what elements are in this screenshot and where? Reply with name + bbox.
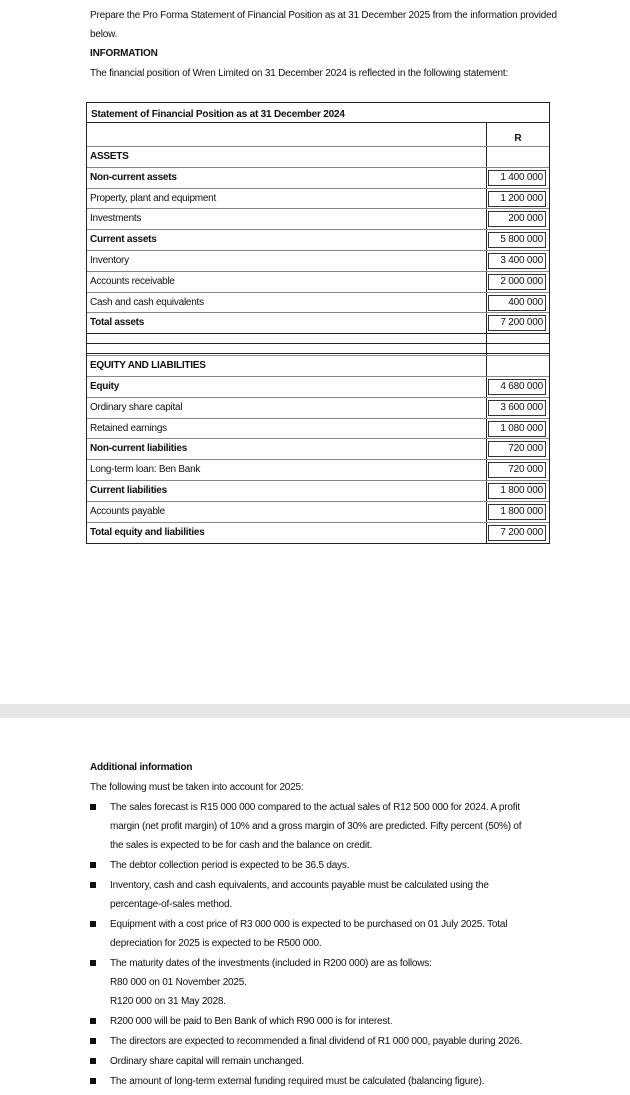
bullet-text: The maturity dates of the investments (included in R200 000) are as follows: — [110, 958, 432, 969]
bullet-text: The debtor collection period is expected to be 36.5 days. — [110, 860, 350, 871]
bullet-text: Equipment with a cost price of R3 000 000 is expected to be purchased on 01 July 2025. Total — [110, 919, 508, 930]
bullet-text: The directors are expected to recommended a final dividend of R1 000 000, payable during 2026. — [110, 1036, 523, 1047]
bullet-text: the sales is expected to be for cash and the balance on credit. — [110, 840, 373, 851]
bullet-text: The sales forecast is R15 000 000 compared to the actual sales of R12 500 000 for 2024. A profit — [110, 802, 520, 813]
row-amount: 1 400 000 — [488, 170, 546, 186]
table-row — [87, 480, 549, 501]
bullet-text: Inventory, cash and cash equivalents, and accounts payable must be calculated using the — [110, 880, 489, 891]
row-label: Long-term loan: Ben Bank — [90, 464, 201, 475]
currency-header: R — [514, 133, 522, 144]
table-row — [87, 397, 549, 418]
page-2 — [0, 718, 630, 1095]
row-label: Total assets — [90, 317, 145, 328]
table-row — [87, 250, 549, 271]
bullet-marker — [90, 960, 96, 966]
additional-intro: The following must be taken into account for 2025: — [90, 782, 304, 793]
row-label: Ordinary share capital — [90, 402, 183, 413]
row-amount: 4 680 000 — [488, 379, 546, 395]
row-label: Cash and cash equivalents — [90, 297, 204, 308]
row-label: Equity — [90, 381, 120, 392]
bullet-text: R80 000 on 01 November 2025. — [110, 977, 247, 988]
row-label: Current assets — [90, 234, 157, 245]
bullet-marker — [90, 862, 96, 868]
row-label: Accounts receivable — [90, 276, 175, 287]
table-row — [87, 459, 549, 480]
row-amount: 1 200 000 — [488, 191, 546, 207]
statement-table — [86, 102, 550, 544]
table-row — [87, 167, 549, 188]
information-heading: INFORMATION — [90, 48, 158, 59]
table-row — [87, 271, 549, 292]
intro-line-3: The financial position of Wren Limited on 31 December 2024 is reflected in the following statement: — [90, 68, 509, 79]
bullet-text: margin (net profit margin) of 10% and a gross margin of 30% are predicted. Fifty percent (50%) of — [110, 821, 522, 832]
bullet-marker — [90, 804, 96, 810]
row-amount: 7 200 000 — [488, 315, 546, 331]
row-amount: 3 400 000 — [488, 253, 546, 269]
row-amount: 2 000 000 — [488, 274, 546, 290]
table-row — [87, 208, 549, 229]
bullet-marker — [90, 1018, 96, 1024]
row-amount: 400 000 — [488, 295, 546, 311]
row-amount: 200 000 — [488, 211, 546, 227]
row-amount: 1 800 000 — [488, 504, 546, 520]
bullet-marker — [90, 1038, 96, 1044]
row-amount: 720 000 — [488, 441, 546, 457]
row-label: Investments — [90, 213, 142, 224]
row-label: Retained earnings — [90, 423, 167, 434]
bullet-marker — [90, 1058, 96, 1064]
table-row — [87, 376, 549, 397]
row-label: Property, plant and equipment — [90, 193, 216, 204]
intro-line-1: Prepare the Pro Forma Statement of Financial Position as at 31 December 2025 from the information provided — [90, 10, 557, 21]
row-amount: 3 600 000 — [488, 400, 546, 416]
assets-heading — [87, 146, 549, 167]
row-amount: 720 000 — [488, 462, 546, 478]
bullet-marker — [90, 1078, 96, 1084]
table-row — [87, 501, 549, 522]
additional-heading: Additional information — [90, 762, 193, 773]
row-label: Inventory — [90, 255, 129, 266]
table-row — [87, 188, 549, 209]
table-row — [87, 522, 549, 543]
table-row — [87, 292, 549, 313]
table-row — [87, 418, 549, 439]
row-label: Total equity and liabilities — [90, 527, 205, 538]
equity-heading — [87, 355, 549, 376]
page-gap — [0, 704, 630, 718]
bullet-text: percentage-of-sales method. — [110, 899, 232, 910]
row-amount: 7 200 000 — [488, 525, 546, 541]
row-label: Accounts payable — [90, 506, 165, 517]
row-label: Non-current assets — [90, 172, 177, 183]
bullet-marker — [90, 921, 96, 927]
table-row — [87, 312, 549, 333]
bullet-text: R120 000 on 31 May 2028. — [110, 996, 226, 1007]
statement-title: Statement of Financial Position as at 31 December 2024 — [91, 109, 345, 120]
row-amount: 1 800 000 — [488, 483, 546, 499]
row-label: Current liabilities — [90, 485, 167, 496]
intro-line-2: below. — [90, 29, 118, 40]
bullet-text: Ordinary share capital will remain unchanged. — [110, 1056, 304, 1067]
table-row — [87, 229, 549, 250]
bullet-text: depreciation for 2025 is expected to be R500 000. — [110, 938, 322, 949]
assets-heading-label: ASSETS — [90, 151, 129, 162]
row-amount: 1 080 000 — [488, 421, 546, 437]
equity-heading-label: EQUITY AND LIABILITIES — [90, 360, 206, 371]
bullet-marker — [90, 882, 96, 888]
table-row — [87, 438, 549, 459]
bullet-text: The amount of long-term external funding required must be calculated (balancing figure). — [110, 1076, 485, 1087]
bullet-text: R200 000 will be paid to Ben Bank of which R90 000 is for interest. — [110, 1016, 393, 1027]
row-label: Non-current liabilities — [90, 443, 188, 454]
row-amount: 5 800 000 — [488, 232, 546, 248]
